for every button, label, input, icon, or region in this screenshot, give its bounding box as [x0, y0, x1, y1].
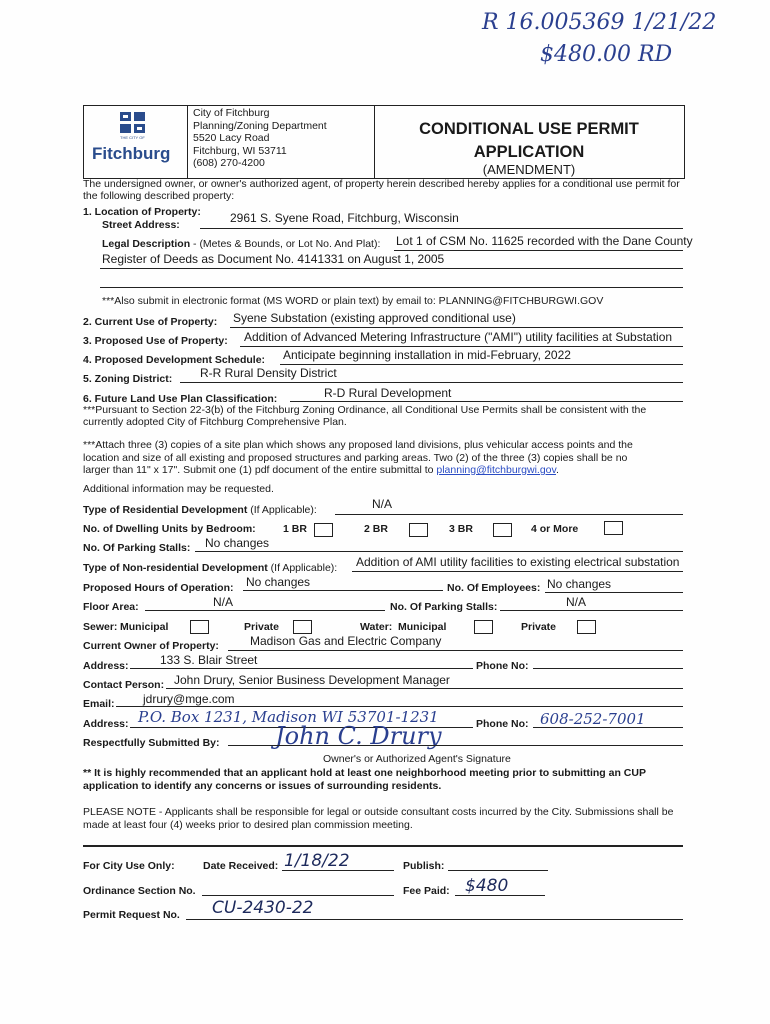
- logo-small-text: THE CITY OF: [120, 135, 145, 140]
- planning-email-link[interactable]: planning@fitchburgwi.gov: [436, 464, 556, 476]
- dwelling-3br-checkbox[interactable]: [493, 521, 512, 539]
- form-amendment: (AMENDMENT): [482, 162, 576, 177]
- department: Planning/Zoning Department: [193, 119, 327, 132]
- dwelling-4br-checkbox[interactable]: [604, 519, 623, 537]
- submitted-by-label: Respectfully Submitted By:: [83, 737, 220, 749]
- parking-stalls-label: No. Of Parking Stalls:: [83, 542, 191, 554]
- residential-value[interactable]: N/A: [372, 497, 393, 511]
- current-use-label: 2. Current Use of Property:: [83, 316, 218, 328]
- current-use-value[interactable]: Syene Substation (existing approved conditional use): [233, 311, 516, 325]
- date-received-value[interactable]: 1/18/22: [284, 851, 350, 871]
- logo-text: Fitchburg: [92, 144, 171, 163]
- legal-description-value-1[interactable]: Lot 1 of CSM No. 11625 recorded with the Dane County: [396, 234, 693, 248]
- employees-label: No. Of Employees:: [447, 582, 541, 594]
- form-subtitle: APPLICATION: [473, 143, 585, 161]
- attach-note: [83, 439, 683, 477]
- permit-request-label: Permit Request No.: [83, 909, 180, 921]
- legal-description-row: [102, 238, 380, 250]
- ordinance-label: Ordinance Section No.: [83, 885, 196, 897]
- email-value[interactable]: jdrury@mge.com: [143, 692, 235, 706]
- sewer-private-label: Private: [244, 621, 280, 633]
- pursuant-note: ***Pursuant to Section 22-3(b) of the Fitchburg Zoning Ordinance, all Conditional Use Permits shall be consistent with the currently adopted City of Fitchburg Comprehensive Plan.: [83, 404, 647, 428]
- hours-value[interactable]: No changes: [246, 575, 311, 589]
- parking2-value[interactable]: N/A: [566, 595, 587, 609]
- city-address-block: [193, 107, 327, 170]
- city-name: City of Fitchburg: [193, 107, 270, 119]
- dwelling-2br-label: 2 BR: [364, 523, 388, 535]
- applicant-phone-value[interactable]: 608-252-7001: [540, 710, 646, 728]
- publish-label: Publish:: [403, 860, 445, 872]
- schedule-value[interactable]: Anticipate beginning installation in mid-February, 2022: [283, 348, 571, 362]
- attach-line-1: ***Attach three (3) copies of a site plan which shows any proposed land divisions, plus vehicular access points and the: [83, 439, 633, 451]
- additional-info-note: Additional information may be requested.: [83, 483, 274, 495]
- city-state-zip: Fitchburg, WI 53711: [193, 144, 287, 157]
- email-label: Email:: [83, 698, 115, 710]
- future-land-use-value[interactable]: R-D Rural Development: [324, 386, 452, 400]
- intro-text: The undersigned owner, or owner's authorized agent, of property herein described hereby applies for a conditional use permit for the following described property:: [83, 178, 680, 202]
- city-street: 5520 Lacy Road: [193, 132, 270, 144]
- stamp-fee-line: $480.00 RD: [540, 42, 673, 67]
- residential-hint: (If Applicable):: [247, 504, 317, 516]
- signature: John C. Drury: [275, 722, 442, 750]
- permit-request-value[interactable]: CU-2430-22: [212, 898, 314, 918]
- residential-row: [83, 504, 317, 516]
- nonres-row: [83, 562, 337, 574]
- schedule-label: 4. Proposed Development Schedule:: [83, 354, 266, 366]
- water-municipal-label: Municipal: [398, 621, 447, 633]
- water-label: Water:: [360, 621, 393, 633]
- water-private-label: Private: [521, 621, 557, 633]
- cost-note: PLEASE NOTE - Applicants shall be responsible for legal or outside consultant costs incurred by the City. Submissions shall be made at least four (4) weeks prior to desired plan commission meeting.: [83, 806, 674, 831]
- attach-line-3: larger than 11" x 17". Submit one (1) pdf document of the entire submittal to planning@fitchburgwi.gov.: [83, 464, 559, 476]
- zoning-value[interactable]: R-R Rural Density District: [200, 366, 337, 380]
- city-phone: (608) 270-4200: [193, 157, 265, 169]
- applicant-phone-label: Phone No:: [476, 718, 529, 730]
- dwelling-3br-label: 3 BR: [449, 523, 473, 535]
- nonres-value[interactable]: Addition of AMI utility facilities to existing electrical substation: [356, 555, 680, 569]
- location-label: 1. Location of Property:: [83, 206, 201, 218]
- employees-value[interactable]: No changes: [547, 577, 612, 591]
- parking-stalls-value[interactable]: No changes: [205, 536, 270, 550]
- zoning-label: 5. Zoning District:: [83, 373, 173, 385]
- street-address-label: Street Address:: [102, 219, 180, 231]
- contact-value[interactable]: John Drury, Senior Business Development Manager: [174, 673, 450, 687]
- dwelling-label: No. of Dwelling Units by Bedroom:: [83, 523, 256, 535]
- proposed-use-value[interactable]: Addition of Advanced Metering Infrastructure ("AMI") utility facilities at Substation: [244, 330, 673, 344]
- owner-value[interactable]: Madison Gas and Electric Company: [250, 634, 442, 648]
- street-address-value[interactable]: 2961 S. Syene Road, Fitchburg, Wisconsin: [230, 211, 459, 225]
- fee-paid-label: Fee Paid:: [403, 885, 450, 897]
- signature-caption: Owner's or Authorized Agent's Signature: [323, 753, 511, 765]
- date-received-label: Date Received:: [203, 860, 279, 872]
- legal-description-hint: - (Metes & Bounds, or Lot No. And Plat):: [190, 238, 381, 250]
- applicant-address-label: Address:: [83, 718, 129, 730]
- city-use-label: For City Use Only:: [83, 860, 175, 872]
- fee-paid-value[interactable]: $480: [465, 876, 509, 896]
- parking2-label: No. Of Parking Stalls:: [390, 601, 498, 613]
- legal-description-label: Legal Description: [102, 238, 191, 250]
- sewer-label: Sewer:: [83, 621, 118, 633]
- water-municipal-checkbox[interactable]: [474, 618, 493, 636]
- residential-label: Type of Residential Development: [83, 504, 248, 516]
- applicant-address-value[interactable]: P.O. Box 1231, Madison WI 53701-1231: [138, 708, 439, 726]
- hours-label: Proposed Hours of Operation:: [83, 582, 234, 594]
- dwelling-1br-checkbox[interactable]: [314, 521, 333, 539]
- water-private-checkbox[interactable]: [577, 618, 596, 636]
- sewer-municipal-checkbox[interactable]: [190, 618, 209, 636]
- electronic-submission-note: ***Also submit in electronic format (MS WORD or plain text) by email to: PLANNING@FITCHBURGWI.GOV: [102, 295, 604, 307]
- dwelling-1br-label: 1 BR: [283, 523, 307, 535]
- contact-label: Contact Person:: [83, 679, 165, 691]
- dwelling-2br-checkbox[interactable]: [409, 521, 428, 539]
- nonres-label: Type of Non-residential Development: [83, 562, 268, 574]
- floor-area-value[interactable]: N/A: [213, 595, 234, 609]
- floor-area-label: Floor Area:: [83, 601, 139, 613]
- nonres-hint: (If Applicable):: [267, 562, 338, 574]
- owner-address-value[interactable]: 133 S. Blair Street: [160, 653, 258, 667]
- legal-description-value-2[interactable]: Register of Deeds as Document No. 4141331 on August 1, 2005: [102, 252, 445, 266]
- neighborhood-meeting-note: ** It is highly recommended that an applicant hold at least one neighborhood meeting prior to submitting an CUP application to identify any concerns or issues of surrounding residents.: [83, 767, 646, 792]
- stamp-receipt-line: R 16.005369 1/21/22: [482, 10, 717, 35]
- owner-phone-label: Phone No:: [476, 660, 529, 672]
- owner-address-label: Address:: [83, 660, 129, 672]
- future-land-use-label: 6. Future Land Use Plan Classification:: [83, 393, 278, 405]
- dwelling-4br-label: 4 or More: [531, 523, 579, 535]
- form-title: CONDITIONAL USE PERMIT: [419, 120, 639, 138]
- owner-label: Current Owner of Property:: [83, 640, 219, 652]
- attach-line-2: location and size of all existing and proposed structures and parking areas. Two (2) of the three (3) copies shall be no: [83, 451, 628, 464]
- sewer-municipal-label: Municipal: [120, 621, 169, 633]
- proposed-use-label: 3. Proposed Use of Property:: [83, 335, 228, 347]
